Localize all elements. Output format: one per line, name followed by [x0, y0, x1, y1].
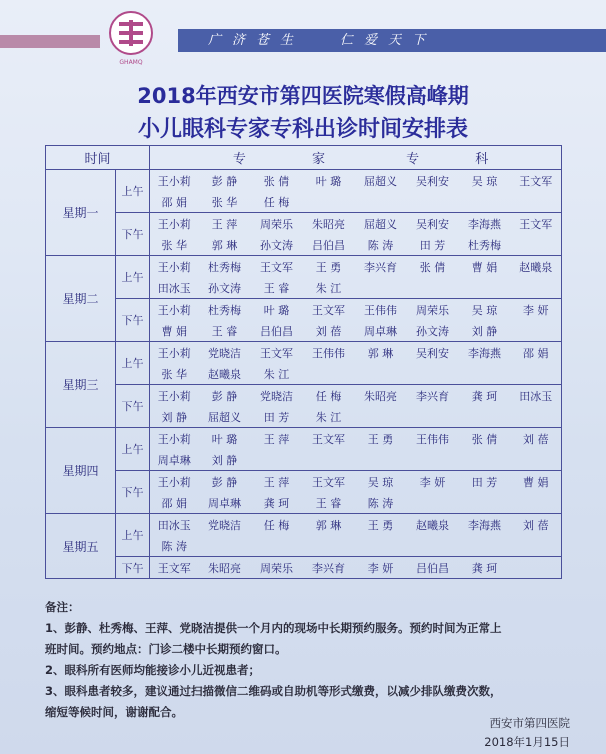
- doctor-cell: 刘 静: [199, 449, 251, 471]
- doctor-cell: 叶 璐: [199, 428, 251, 450]
- table-row: [46, 213, 562, 235]
- slot-label: 上午: [116, 514, 150, 557]
- doctor-cell: 曹 娟: [459, 256, 511, 278]
- note-item: 2、眼科所有医师均能接诊小儿近视患者；: [45, 663, 260, 677]
- doctor-cell: 郭 琳: [199, 234, 251, 256]
- doctor-cell: [511, 406, 562, 428]
- doctor-cell: 陈 涛: [355, 492, 407, 514]
- doctor-cell: 邵 娟: [511, 342, 562, 364]
- doctor-cell: [459, 492, 511, 514]
- table-row: [46, 471, 562, 493]
- slot-label: 上午: [116, 342, 150, 385]
- day-label: 星期三: [46, 342, 116, 428]
- doctor-cell: 孙文涛: [199, 277, 251, 299]
- doctor-cell: [511, 234, 562, 256]
- doctor-cell: [407, 492, 459, 514]
- doctor-cell: 王 萍: [251, 471, 303, 493]
- doctor-cell: [511, 557, 562, 579]
- slogan-char: 苍: [256, 33, 273, 48]
- doctor-cell: 刘 静: [150, 406, 199, 428]
- doctor-cell: 龚 珂: [459, 385, 511, 407]
- doctor-cell: 叶 璐: [303, 170, 355, 192]
- doctor-cell: 吴 琼: [355, 471, 407, 493]
- doctor-cell: 王文军: [303, 428, 355, 450]
- notes-heading: 备注：: [45, 600, 80, 614]
- doctor-cell: 郭 琳: [303, 514, 355, 536]
- doctor-cell: [511, 492, 562, 514]
- doctor-cell: 田 芳: [407, 234, 459, 256]
- doctor-cell: 邵 娟: [150, 191, 199, 213]
- doctor-cell: 张 华: [199, 191, 251, 213]
- doctor-cell: [407, 449, 459, 471]
- doctor-cell: 任 梅: [251, 191, 303, 213]
- doctor-cell: 王小莉: [150, 213, 199, 235]
- doctor-cell: 孙文涛: [407, 320, 459, 342]
- doctor-cell: 王小莉: [150, 428, 199, 450]
- doctor-cell: 刘 蓓: [511, 514, 562, 536]
- doctor-cell: 张 倩: [459, 428, 511, 450]
- doctor-cell: 王小莉: [150, 471, 199, 493]
- doctor-cell: 田冰玉: [150, 514, 199, 536]
- doctor-cell: 王 睿: [251, 277, 303, 299]
- doctor-cell: 张 倩: [407, 256, 459, 278]
- header-specialist-char: 专: [232, 152, 246, 167]
- doctor-cell: [251, 449, 303, 471]
- doctor-cell: [355, 406, 407, 428]
- doctor-cell: 陈 涛: [355, 234, 407, 256]
- doctor-cell: 李兴育: [303, 557, 355, 579]
- doctor-cell: 彭 静: [199, 385, 251, 407]
- doctor-cell: 龚 珂: [251, 492, 303, 514]
- doctor-cell: 彭 静: [199, 170, 251, 192]
- table-row: [46, 514, 562, 536]
- doctor-cell: 郭 琳: [355, 342, 407, 364]
- slot-label: 上午: [116, 256, 150, 299]
- doctor-cell: 王文军: [511, 170, 562, 192]
- doctor-cell: 张 华: [150, 363, 199, 385]
- doctor-cell: 任 梅: [251, 514, 303, 536]
- doctor-cell: 王 萍: [199, 213, 251, 235]
- doctor-cell: 龚 珂: [459, 557, 511, 579]
- slogan-char: 生: [280, 33, 297, 48]
- doctor-cell: [355, 535, 407, 557]
- doctor-cell: 任 梅: [303, 385, 355, 407]
- logo-text: GHAMQ: [119, 59, 143, 66]
- doctor-cell: [459, 406, 511, 428]
- day-label: 星期一: [46, 170, 116, 256]
- doctor-cell: [251, 535, 303, 557]
- header-time: 时间: [46, 146, 150, 170]
- doctor-cell: 王小莉: [150, 299, 199, 321]
- doctor-cell: [511, 535, 562, 557]
- slot-label: 上午: [116, 428, 150, 471]
- doctor-cell: 王 勇: [303, 256, 355, 278]
- doctor-cell: [459, 191, 511, 213]
- doctor-cell: 李 妍: [355, 557, 407, 579]
- doctor-cell: 刘 蓓: [303, 320, 355, 342]
- doctor-cell: 王文军: [303, 471, 355, 493]
- doctor-cell: 周卓琳: [150, 449, 199, 471]
- doctor-cell: 王 勇: [355, 428, 407, 450]
- doctor-cell: 吴利安: [407, 213, 459, 235]
- doctor-cell: [355, 363, 407, 385]
- page-title: 2018年西安市第四医院寒假高峰期: [137, 84, 469, 108]
- doctor-cell: 陈 涛: [150, 535, 199, 557]
- table-row: [46, 428, 562, 450]
- doctor-cell: 吕伯昌: [303, 234, 355, 256]
- doctor-cell: 孙文涛: [251, 234, 303, 256]
- doctor-cell: 吴利安: [407, 170, 459, 192]
- doctor-cell: 杜秀梅: [199, 299, 251, 321]
- doctor-cell: 杜秀梅: [199, 256, 251, 278]
- doctor-cell: [459, 449, 511, 471]
- doctor-cell: 吴 琼: [459, 299, 511, 321]
- note-item: 1、彭静、杜秀梅、王萍、党晓洁提供一个月内的现场中长期预约服务。预约时间为正常上: [45, 621, 502, 635]
- slogan-char: 济: [232, 33, 249, 48]
- doctor-cell: 李 妍: [511, 299, 562, 321]
- slogan-char: 天: [388, 33, 405, 48]
- table-row: [46, 299, 562, 321]
- doctor-cell: 李海燕: [459, 342, 511, 364]
- doctor-cell: [303, 191, 355, 213]
- doctor-cell: 李海燕: [459, 213, 511, 235]
- doctor-cell: [355, 191, 407, 213]
- doctor-cell: [511, 191, 562, 213]
- doctor-cell: [355, 449, 407, 471]
- doctor-cell: 周荣乐: [251, 557, 303, 579]
- signature-date: 2018年1月15日: [484, 735, 570, 749]
- note-item: 班时间。预约地点：门诊二楼中长期预约窗口。: [45, 642, 287, 656]
- doctor-cell: 彭 静: [199, 471, 251, 493]
- doctor-cell: 吕伯昌: [407, 557, 459, 579]
- doctor-cell: 王文军: [303, 299, 355, 321]
- doctor-cell: [355, 277, 407, 299]
- decorative-band: [0, 35, 100, 48]
- doctor-cell: 刘 静: [459, 320, 511, 342]
- doctor-cell: 周卓琳: [355, 320, 407, 342]
- doctor-cell: [199, 535, 251, 557]
- doctor-cell: 朱 江: [251, 363, 303, 385]
- day-label: 星期二: [46, 256, 116, 342]
- doctor-cell: 李海燕: [459, 514, 511, 536]
- doctor-cell: 党晓洁: [199, 514, 251, 536]
- doctor-cell: 叶 璐: [251, 299, 303, 321]
- table-row: [46, 256, 562, 278]
- doctor-cell: 王 勇: [355, 514, 407, 536]
- doctor-cell: [459, 363, 511, 385]
- doctor-cell: 李兴育: [355, 256, 407, 278]
- doctor-cell: 王 睿: [199, 320, 251, 342]
- doctor-cell: 王 萍: [251, 428, 303, 450]
- doctor-cell: 吴利安: [407, 342, 459, 364]
- notes: [45, 597, 575, 723]
- header-specialist: [150, 146, 562, 170]
- doctor-cell: 赵曦泉: [407, 514, 459, 536]
- doctor-cell: 曹 娟: [150, 320, 199, 342]
- signature: [420, 714, 570, 752]
- doctor-cell: 朱昭亮: [199, 557, 251, 579]
- signature-org: 西安市第四医院: [489, 716, 570, 730]
- doctor-cell: 王小莉: [150, 170, 199, 192]
- doctor-cell: 王小莉: [150, 385, 199, 407]
- table-row: [46, 385, 562, 407]
- doctor-cell: 张 华: [150, 234, 199, 256]
- doctor-cell: [511, 320, 562, 342]
- doctor-cell: 朱昭亮: [303, 213, 355, 235]
- doctor-cell: [303, 449, 355, 471]
- note-item: 3、眼科患者较多，建议通过扫描微信二维码或自助机等形式缴费，以减少排队缴费次数，: [45, 684, 502, 698]
- doctor-cell: 吴 琼: [459, 170, 511, 192]
- doctor-cell: 朱 江: [303, 277, 355, 299]
- doctor-cell: 杜秀梅: [459, 234, 511, 256]
- doctor-cell: [303, 535, 355, 557]
- doctor-cell: [459, 277, 511, 299]
- doctor-cell: 邵 娟: [150, 492, 199, 514]
- doctor-cell: 李兴育: [407, 385, 459, 407]
- doctor-cell: 张 倩: [251, 170, 303, 192]
- slogan-char: 广: [208, 33, 225, 48]
- slogan-char: 下: [412, 33, 429, 48]
- doctor-cell: 赵曦泉: [199, 363, 251, 385]
- slot-label: 下午: [116, 385, 150, 428]
- doctor-cell: 田冰玉: [150, 277, 199, 299]
- doctor-cell: [303, 363, 355, 385]
- doctor-cell: 王伟伟: [303, 342, 355, 364]
- table-row: [46, 557, 562, 579]
- doctor-cell: [407, 363, 459, 385]
- doctor-cell: 李 妍: [407, 471, 459, 493]
- doctor-cell: 王小莉: [150, 342, 199, 364]
- doctor-cell: 王 睿: [303, 492, 355, 514]
- doctor-cell: 王文军: [251, 342, 303, 364]
- doctor-cell: 周卓琳: [199, 492, 251, 514]
- doctor-cell: 党晓洁: [251, 385, 303, 407]
- slogan-char: 爱: [364, 33, 381, 48]
- table-row: [46, 342, 562, 364]
- schedule-table: [45, 145, 562, 579]
- day-label: 星期四: [46, 428, 116, 514]
- slot-label: 下午: [116, 557, 150, 579]
- doctor-cell: [511, 449, 562, 471]
- doctor-cell: 王文军: [150, 557, 199, 579]
- doctor-cell: 屈超义: [199, 406, 251, 428]
- doctor-cell: 王文军: [251, 256, 303, 278]
- doctor-cell: 田冰玉: [511, 385, 562, 407]
- slot-label: 下午: [116, 213, 150, 256]
- hospital-logo: [108, 10, 154, 68]
- doctor-cell: 屈超义: [355, 170, 407, 192]
- doctor-cell: 周荣乐: [251, 213, 303, 235]
- doctor-cell: 屈超义: [355, 213, 407, 235]
- doctor-cell: 王文军: [511, 213, 562, 235]
- doctor-cell: 曹 娟: [511, 471, 562, 493]
- doctor-cell: [407, 191, 459, 213]
- slogan-char: 仁: [340, 33, 357, 48]
- doctor-cell: 田 芳: [251, 406, 303, 428]
- doctor-cell: 王小莉: [150, 256, 199, 278]
- doctor-cell: 吕伯昌: [251, 320, 303, 342]
- doctor-cell: 赵曦泉: [511, 256, 562, 278]
- slot-label: 下午: [116, 299, 150, 342]
- slot-label: 上午: [116, 170, 150, 213]
- doctor-cell: 朱 江: [303, 406, 355, 428]
- table-row: [46, 170, 562, 192]
- doctor-cell: 王伟伟: [355, 299, 407, 321]
- doctor-cell: 周荣乐: [407, 299, 459, 321]
- doctor-cell: [511, 277, 562, 299]
- doctor-cell: [407, 535, 459, 557]
- doctor-cell: [511, 363, 562, 385]
- slogan-bar: [178, 29, 606, 52]
- day-label: 星期五: [46, 514, 116, 579]
- page-subtitle: 小儿眼科专家专科出诊时间安排表: [137, 117, 468, 142]
- header-specialist-char: 家: [311, 152, 325, 167]
- doctor-cell: 王伟伟: [407, 428, 459, 450]
- doctor-cell: [407, 277, 459, 299]
- doctor-cell: 刘 蓓: [511, 428, 562, 450]
- doctor-cell: 田 芳: [459, 471, 511, 493]
- header-specialist-char: 科: [475, 152, 489, 167]
- doctor-cell: [407, 406, 459, 428]
- doctor-cell: [459, 535, 511, 557]
- slot-label: 下午: [116, 471, 150, 514]
- note-item: 缩短等候时间，谢谢配合。: [45, 705, 183, 719]
- doctor-cell: 党晓洁: [199, 342, 251, 364]
- doctor-cell: 朱昭亮: [355, 385, 407, 407]
- header-specialist-char: 专: [406, 152, 420, 167]
